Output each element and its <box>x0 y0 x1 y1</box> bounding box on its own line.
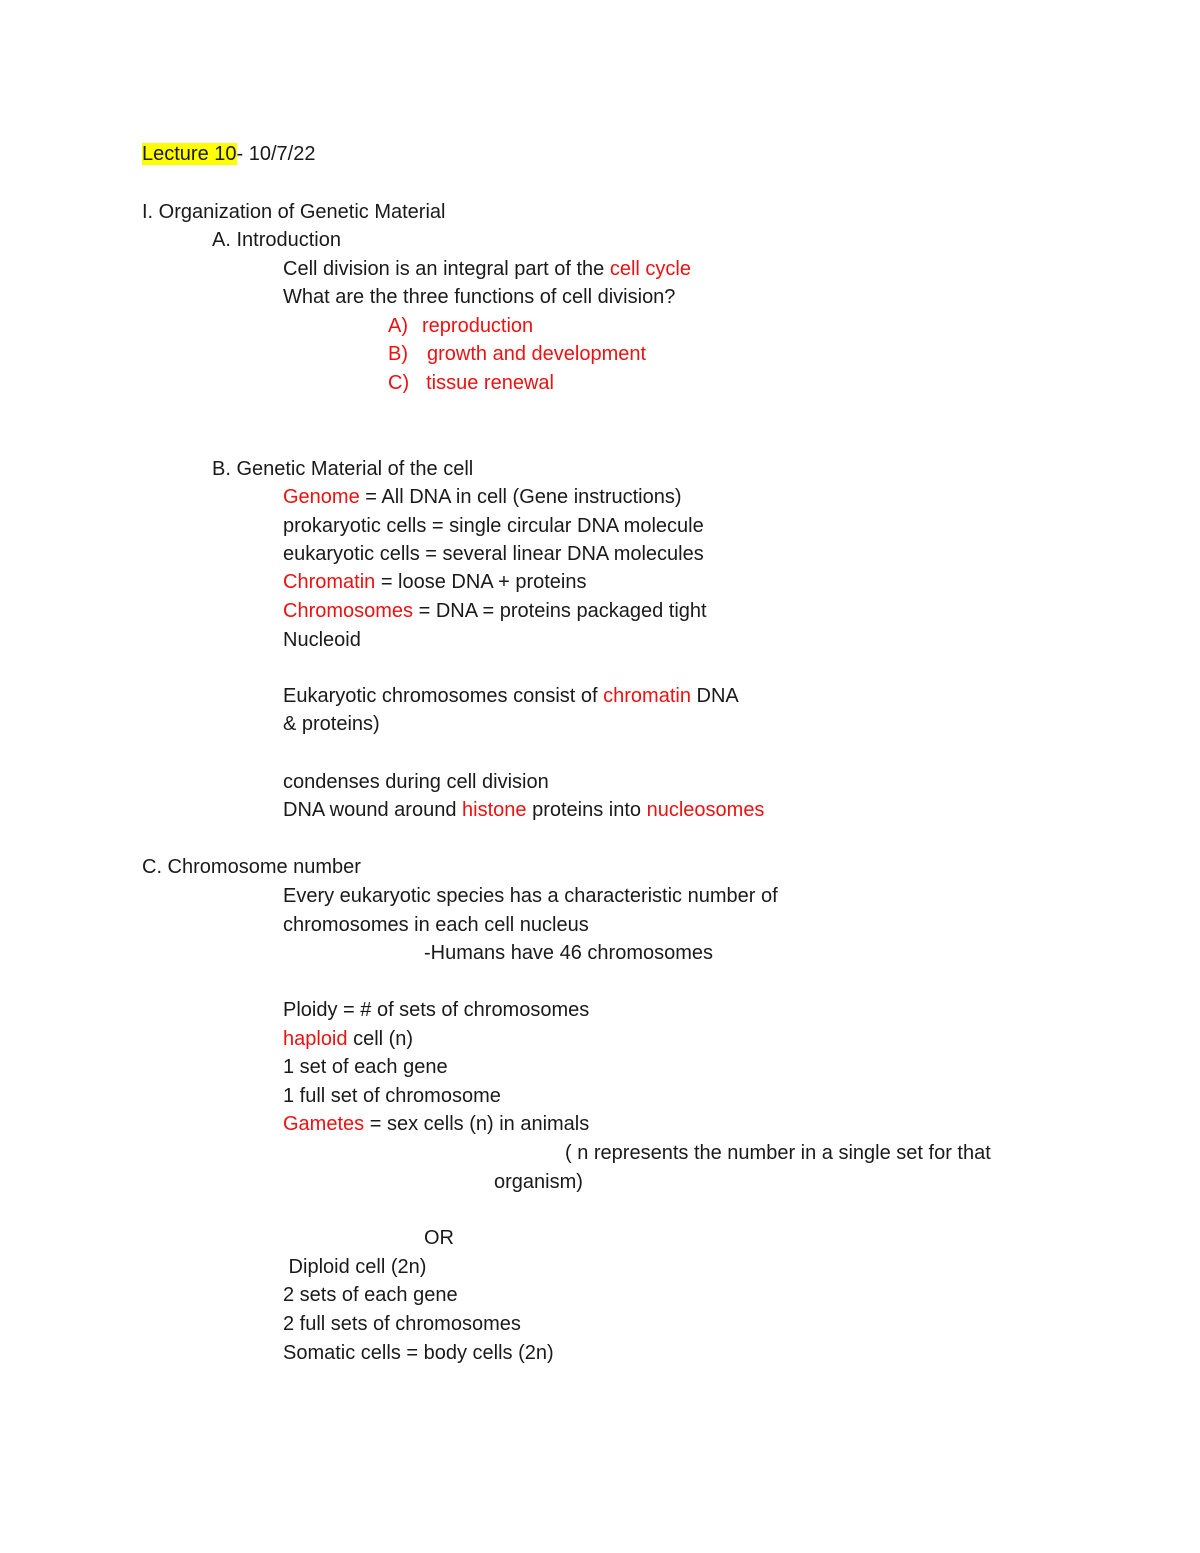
answer-c <box>388 369 554 397</box>
somatic-cells-line: Somatic cells = body cells (2n) <box>283 1342 554 1364</box>
gametes-term: Gametes <box>283 1113 365 1135</box>
or-separator: OR <box>424 1227 454 1249</box>
genome-line <box>283 483 682 511</box>
diploid-line: Diploid cell (2n) <box>283 1256 427 1278</box>
answer-a <box>388 312 533 340</box>
cell-cycle-line <box>283 255 691 283</box>
chromosomes-term: Chromosomes <box>283 600 414 622</box>
characteristic-number-line1: Every eukaryotic species has a characteristic number of <box>283 885 778 907</box>
histone-term: histone <box>462 799 527 821</box>
haploid-definition: cell (n) <box>347 1028 414 1050</box>
prokaryotic-line: prokaryotic cells = single circular DNA molecule <box>283 515 704 537</box>
chromosomes-definition: = DNA = proteins packaged tight <box>413 600 707 622</box>
eukaryotic-chromosomes-term: chromatin <box>603 685 691 707</box>
cell-cycle-term: cell cycle <box>609 258 691 280</box>
histone-text-1: DNA wound around <box>283 799 463 821</box>
chromatin-definition: = loose DNA + proteins <box>375 571 587 593</box>
histone-line <box>283 796 764 824</box>
answer-c-marker: C) <box>388 372 410 394</box>
lecture-date: - 10/7/22 <box>236 143 316 165</box>
haploid-line <box>283 1025 413 1053</box>
answer-b-marker: B) <box>388 343 408 365</box>
gametes-line <box>283 1110 589 1138</box>
histone-text-2: proteins into <box>526 799 647 821</box>
nucleoid-line: Nucleoid <box>283 629 361 651</box>
condenses-line: condenses during cell division <box>283 771 549 793</box>
answer-b-text: growth and development <box>427 343 647 365</box>
haploid-term: haploid <box>283 1028 348 1050</box>
genome-term: Genome <box>283 486 360 508</box>
nucleosomes-term: nucleosomes <box>646 799 765 821</box>
eukaryotic-chromosomes-text: Eukaryotic chromosomes consist of <box>283 685 604 707</box>
section-heading-chromosome-number: C. Chromosome number <box>142 856 361 878</box>
n-note-line1: ( n represents the number in a single set for that <box>565 1142 991 1164</box>
gametes-definition: = sex cells (n) in animals <box>364 1113 590 1135</box>
lecture-title <box>142 140 315 168</box>
subsection-heading-genetic-material: B. Genetic Material of the cell <box>212 458 474 480</box>
one-full-set-line: 1 full set of chromosome <box>283 1085 501 1107</box>
characteristic-number-line2: chromosomes in each cell nucleus <box>283 914 589 936</box>
answer-a-text: reproduction <box>422 315 534 337</box>
two-full-sets-line: 2 full sets of chromosomes <box>283 1313 521 1335</box>
eukaryotic-chromosomes-rest: DNA <box>690 685 739 707</box>
subsection-heading-introduction: A. Introduction <box>212 229 341 251</box>
answer-a-marker: A) <box>388 315 408 337</box>
chromatin-line <box>283 568 587 596</box>
genome-definition: = All DNA in cell (Gene instructions) <box>359 486 682 508</box>
answer-c-text: tissue renewal <box>426 372 554 394</box>
two-sets-gene-line: 2 sets of each gene <box>283 1284 458 1306</box>
section-heading-organization: I. Organization of Genetic Material <box>142 201 446 223</box>
chromosomes-line <box>283 597 707 625</box>
functions-question: What are the three functions of cell division? <box>283 286 676 308</box>
one-set-gene-line: 1 set of each gene <box>283 1056 448 1078</box>
eukaryotic-chromosomes-line <box>283 682 739 710</box>
cell-cycle-text: Cell division is an integral part of the <box>283 258 610 280</box>
lecture-label-highlight: Lecture 10 <box>142 143 237 165</box>
answer-b <box>388 340 646 368</box>
chromatin-term: Chromatin <box>283 571 376 593</box>
eukaryotic-chromosomes-line2: & proteins) <box>283 713 380 735</box>
eukaryotic-line: eukaryotic cells = several linear DNA molecules <box>283 543 704 565</box>
ploidy-line: Ploidy = # of sets of chromosomes <box>283 999 590 1021</box>
humans-chromosomes-line: -Humans have 46 chromosomes <box>424 942 714 964</box>
n-note-line2: organism) <box>494 1171 583 1193</box>
